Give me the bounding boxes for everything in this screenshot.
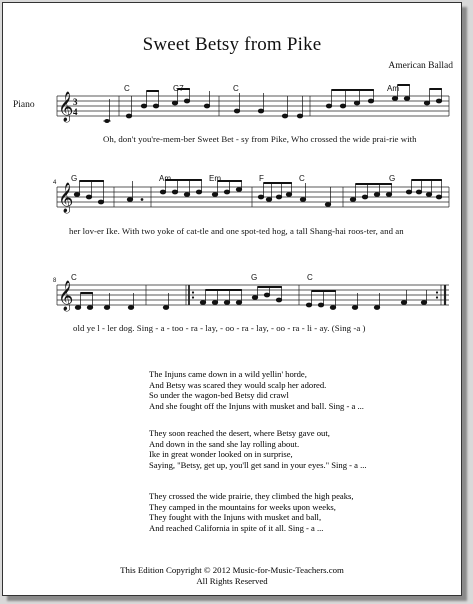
chord-symbol: C xyxy=(124,84,130,93)
song-title: Sweet Betsy from Pike xyxy=(142,34,322,55)
time-sig-top: 3 xyxy=(73,97,78,107)
verse-line: The Injuns came down in a wild yellin' horde, xyxy=(149,369,307,379)
treble-clef-icon: 𝄞 xyxy=(58,281,74,310)
chord-symbol: G xyxy=(389,174,396,183)
chord-symbol: C xyxy=(233,84,239,93)
music-notation xyxy=(3,3,461,343)
lyrics-line-1: Oh, don't you're-mem-ber Sweet Bet - sy from Pike, Who crossed the wide prai-rie with xyxy=(103,134,417,144)
treble-clef-icon: 𝄞 xyxy=(58,92,74,121)
verse-line: Saying, "Betsy, get up, you'll get sand in your eyes." Sing - a ... xyxy=(149,459,367,470)
treble-clef-icon: 𝄞 xyxy=(58,183,74,212)
rights-line: All Rights Reserved xyxy=(196,575,268,586)
verse-line: And down in the sand she lay rolling about. xyxy=(149,438,300,449)
song-subtitle: American Ballad xyxy=(388,61,453,71)
verse-line: And reached California in spite of it all. Sing - a ... xyxy=(149,522,324,533)
verse-2 xyxy=(149,369,364,411)
lyrics-line-3: old ye l - ler dog. Sing - a - too - ra - lay, - oo - ra - lay, - oo - ra - li - ay. (Sing -a ) xyxy=(73,323,366,333)
time-sig-bottom: 4 xyxy=(73,107,78,117)
verse-line: They camped in the mountains for weeks upon weeks, xyxy=(149,501,336,512)
copyright-line: This Edition Copyright © 2012 Music-for-Music-Teachers.com xyxy=(120,565,344,575)
verse-line: They crossed the wide prairie, they climbed the high peaks, xyxy=(149,491,354,501)
chord-symbol: C xyxy=(71,273,77,282)
verse-line: So under the wagon-bed Betsy did crawl xyxy=(149,390,289,401)
verse-line: They soon reached the desert, where Betsy gave out, xyxy=(149,428,330,438)
chord-symbol: G xyxy=(71,174,78,183)
chord-symbol: G7 xyxy=(173,84,184,93)
staff-system-3 xyxy=(57,280,449,312)
chord-symbol: G xyxy=(251,273,258,282)
verse-4 xyxy=(149,491,354,533)
chord-symbol: F xyxy=(259,174,264,183)
lyrics-line-2: her lov-er Ike. With two yoke of cat-tle and one spot-ted hog, a tall Shang-hai roos-ter, and an xyxy=(69,226,404,236)
verse-line: And Betsy was scared they would scalp her adored. xyxy=(149,379,327,390)
chord-symbol: Em xyxy=(209,174,221,183)
sheet-music-page xyxy=(2,2,462,596)
instrument-label: Piano xyxy=(13,100,35,110)
measure-number: 4 xyxy=(53,180,57,186)
verse-line: And she fought off the Injuns with musket and ball. Sing - a ... xyxy=(149,400,364,411)
chord-symbol: Am xyxy=(387,84,399,93)
copyright-footer xyxy=(3,565,461,586)
measure-number: 8 xyxy=(53,278,57,284)
verse-3 xyxy=(149,428,367,470)
verse-line: Ike in great wonder looked on in surprise, xyxy=(149,449,293,460)
verse-line: They fought with the Injuns with musket and ball, xyxy=(149,512,322,523)
staff-system-2 xyxy=(57,179,449,214)
chord-symbol: C xyxy=(307,273,313,282)
chord-symbol: Am xyxy=(159,174,171,183)
chord-symbol: C xyxy=(299,174,305,183)
